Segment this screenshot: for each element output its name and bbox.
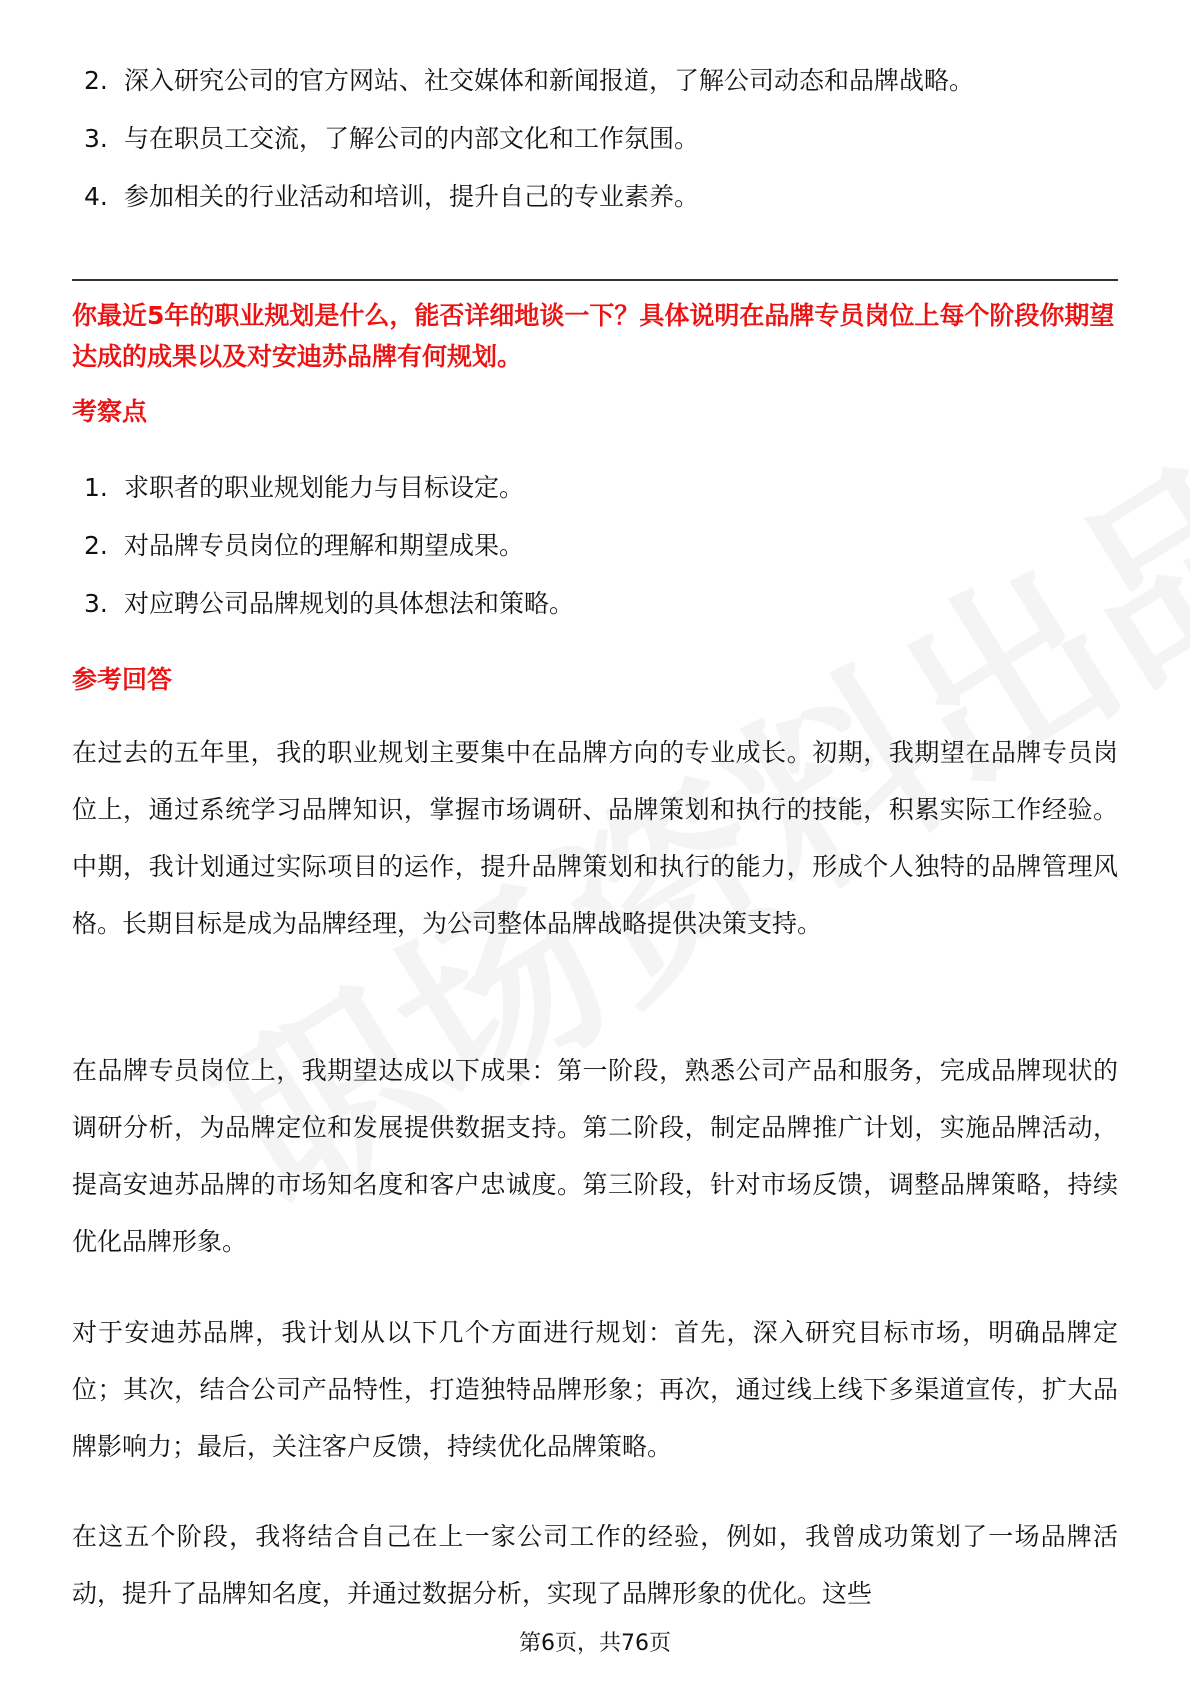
answer-paragraph: 在品牌专员岗位上，我期望达成以下成果：第一阶段，熟悉公司产品和服务，完成品牌现状的调研分析，为品牌定位和发展提供数据支持。第二阶段，制定品牌推广计划，实施品牌活动，提高安迪苏品牌的市场知名度和客户忠诚度。第三阶段，针对市场反馈，调整品牌策略，持续优化品牌形象。 (72, 1056, 1118, 1256)
list-number: 2. (84, 531, 108, 560)
answer-paragraph: 在过去的五年里，我的职业规划主要集中在品牌方向的专业成长。初期，我期望在品牌专员岗位上，通过系统学习品牌知识，掌握市场调研、品牌策划和执行的技能，积累实际工作经验。中期，我计划通过实际项目的运作，提升品牌策划和执行的能力，形成个人独特的品牌管理风格。长期目标是成为品牌经理，为公司整体品牌战略提供决策支持。 (72, 738, 1118, 938)
list-text: 对品牌专员岗位的理解和期望成果。 (124, 531, 525, 560)
list-text: 深入研究公司的官方网站、社交媒体和新闻报道，了解公司动态和品牌战略。 (124, 66, 975, 95)
list-text: 求职者的职业规划能力与目标设定。 (124, 473, 525, 502)
list-item (84, 52, 974, 110)
list-number: 2. (84, 66, 108, 95)
reference-answer-heading: 参考回答 (72, 665, 173, 694)
list-text: 与在职员工交流，了解公司的内部文化和工作氛围。 (124, 124, 700, 153)
list-number: 3. (84, 124, 108, 153)
list-number: 1. (84, 473, 108, 502)
research-steps-list (84, 52, 974, 226)
list-item (84, 110, 974, 168)
answer-paragraph: 在这五个阶段，我将结合自己在上一家公司工作的经验，例如，我曾成功策划了一场品牌活动，提升了品牌知名度，并通过数据分析，实现了品牌形象的优化。这些 (72, 1522, 1118, 1608)
list-text: 参加相关的行业活动和培训，提升自己的专业素养。 (124, 182, 700, 211)
answer-paragraph: 对于安迪苏品牌，我计划从以下几个方面进行规划：首先，深入研究目标市场，明确品牌定位；其次，结合公司产品特性，打造独特品牌形象；再次，通过线上线下多渠道宣传，扩大品牌影响力；最后，关注客户反馈，持续优化品牌策略。 (72, 1318, 1118, 1461)
page-number: 第6页，共76页 (519, 1631, 671, 1656)
list-text: 对应聘公司品牌规划的具体想法和策略。 (124, 589, 575, 618)
list-item (84, 168, 974, 226)
list-item (84, 575, 574, 633)
list-number: 3. (84, 589, 108, 618)
assessment-points-list (84, 459, 574, 633)
list-number: 4. (84, 182, 108, 211)
interview-question: 你最近5年的职业规划是什么，能否详细地谈一下？具体说明在品牌专员岗位上每个阶段你期望达成的成果以及对安迪苏品牌有何规划。 (72, 301, 1115, 371)
list-item (84, 459, 574, 517)
assessment-points-heading: 考察点 (72, 397, 148, 426)
list-item (84, 517, 574, 575)
section-divider (72, 279, 1118, 281)
